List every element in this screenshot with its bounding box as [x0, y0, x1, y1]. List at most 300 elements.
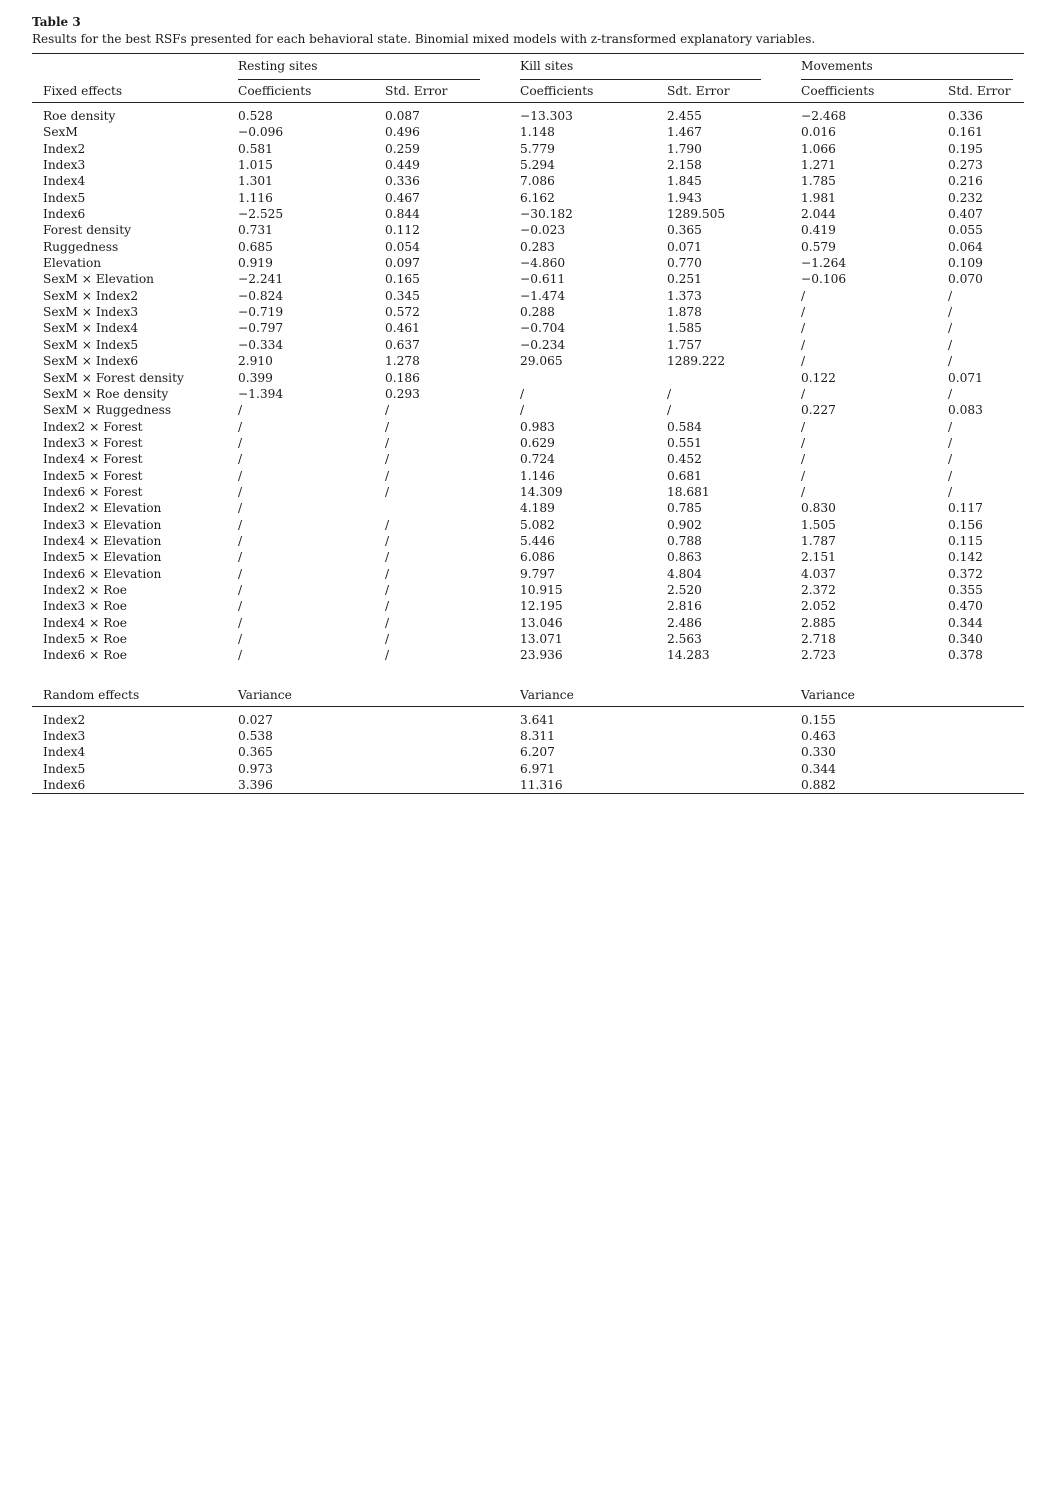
- table-cell: 0.251: [667, 272, 702, 287]
- table-cell: −0.234: [520, 337, 566, 352]
- column-header: Variance: [520, 684, 801, 707]
- table-cell: 6.207: [520, 745, 555, 760]
- table-caption-label: Table 3: [32, 15, 81, 29]
- table-cell: 0.117: [948, 501, 983, 516]
- table-cell: /: [385, 517, 390, 532]
- table-cell: 0.083: [948, 403, 983, 418]
- table-cell: 1.757: [667, 337, 702, 352]
- table-cell: 2.158: [667, 158, 702, 173]
- row-label: Elevation: [43, 256, 102, 271]
- table-cell: 0.973: [238, 761, 273, 776]
- table-cell: −0.611: [520, 272, 566, 287]
- table-cell: [385, 500, 520, 516]
- table-cell: 1.845: [667, 174, 702, 189]
- table-row: [32, 435, 1024, 451]
- table-cell: 1.467: [667, 125, 702, 140]
- table-cell: /: [801, 305, 806, 320]
- table-cell: /: [385, 566, 390, 581]
- table-cell: /: [948, 484, 953, 499]
- table-page: [32, 14, 1024, 794]
- table-cell: /: [238, 615, 243, 630]
- table-cell: /: [238, 550, 243, 565]
- table-cell: 0.344: [801, 761, 836, 776]
- table-cell: /: [238, 582, 243, 597]
- table-cell: 0.372: [948, 566, 983, 581]
- table-cell: 0.378: [948, 648, 983, 663]
- table-cell: 0.788: [667, 533, 702, 548]
- row-label: SexM × Roe density: [43, 386, 169, 401]
- table-cell: 0.122: [801, 370, 836, 385]
- table-row: [32, 744, 1024, 760]
- table-row: [32, 598, 1024, 614]
- table-cell: 2.486: [667, 615, 702, 630]
- table-cell: 1.585: [667, 321, 702, 336]
- table-cell: 0.345: [385, 288, 420, 303]
- table-cell: /: [948, 419, 953, 434]
- row-label: Index5 × Forest: [43, 468, 143, 483]
- table-row: [32, 761, 1024, 777]
- row-label: Index6: [43, 207, 86, 222]
- table-cell: 1.790: [667, 141, 702, 156]
- row-label: Index6: [32, 777, 238, 794]
- table-cell: 1.301: [238, 174, 273, 189]
- table-row: [32, 173, 1024, 189]
- table-cell: 0.419: [801, 223, 836, 238]
- table-row: [32, 419, 1024, 435]
- table-cell: 1.015: [238, 158, 273, 173]
- group-kill-sites: Kill sites: [520, 54, 761, 80]
- table-cell: 1.146: [520, 468, 555, 483]
- table-cell: 0.407: [948, 207, 983, 222]
- table-cell: −0.704: [520, 321, 566, 336]
- table-row: [32, 484, 1024, 500]
- table-cell: 0.637: [385, 337, 420, 352]
- table-row: [32, 386, 1024, 402]
- table-cell: 2.563: [667, 632, 702, 646]
- table-cell: /: [385, 550, 390, 565]
- table-cell: −1.474: [520, 288, 566, 303]
- row-label: SexM × Elevation: [43, 272, 155, 287]
- group-header-row: [32, 54, 1024, 81]
- table-cell: 2.910: [238, 354, 273, 369]
- table-cell: 0.155: [801, 712, 836, 727]
- row-label: Index2 × Roe: [43, 582, 127, 597]
- row-label: Index2: [43, 141, 86, 156]
- table-cell: 2.520: [667, 582, 702, 597]
- table-cell: −0.797: [238, 321, 284, 336]
- table-cell: /: [238, 501, 243, 516]
- table-cell: 0.681: [667, 468, 702, 483]
- row-label: Index4 × Forest: [43, 452, 143, 467]
- table-cell: 0.344: [948, 615, 983, 630]
- table-cell: 0.087: [385, 109, 420, 123]
- table-cell: 0.724: [520, 452, 555, 467]
- table-cell: 1.066: [801, 141, 836, 156]
- fixed-effects-header-row: [32, 80, 1024, 103]
- table-cell: −0.824: [238, 288, 284, 303]
- table-cell: 0.054: [385, 239, 420, 254]
- table-cell: 0.467: [385, 190, 420, 205]
- row-label: SexM × Index6: [43, 354, 139, 369]
- table-cell: 1.278: [385, 354, 420, 369]
- table-cell: 6.971: [520, 761, 555, 776]
- table-row: [32, 402, 1024, 418]
- table-cell: 0.629: [520, 435, 555, 450]
- table-cell: 0.216: [948, 174, 983, 189]
- table-cell: 1.981: [801, 190, 836, 205]
- table-cell: /: [238, 533, 243, 548]
- column-header: Sdt. Error: [667, 80, 801, 103]
- row-label: Roe density: [43, 109, 116, 123]
- table-cell: 0.055: [948, 223, 983, 238]
- table-row: [32, 500, 1024, 516]
- table-cell: −0.719: [238, 305, 284, 320]
- table-cell: −0.106: [801, 272, 847, 287]
- table-cell: 0.293: [385, 386, 420, 401]
- table-cell: /: [385, 484, 390, 499]
- table-cell: 0.283: [520, 239, 555, 254]
- table-row: [32, 271, 1024, 287]
- table-cell: 0.161: [948, 125, 983, 140]
- table-cell: 0.071: [948, 370, 983, 385]
- table-row: [32, 353, 1024, 369]
- table-cell: /: [385, 435, 390, 450]
- random-effects-header-row: [32, 684, 1024, 707]
- table-cell: 3.641: [520, 712, 555, 727]
- table-cell: 0.195: [948, 141, 983, 156]
- table-cell: 2.723: [801, 648, 836, 663]
- row-label: SexM × Index5: [43, 337, 139, 352]
- table-cell: 0.288: [520, 305, 555, 320]
- table-cell: /: [801, 337, 806, 352]
- table-cell: /: [520, 386, 525, 401]
- table-cell: 12.195: [520, 599, 563, 614]
- table-cell: 0.844: [385, 207, 420, 222]
- table-cell: /: [948, 435, 953, 450]
- row-label: SexM: [43, 125, 78, 140]
- table-cell: 0.336: [385, 174, 420, 189]
- table-cell: 0.770: [667, 256, 702, 271]
- table-cell: /: [238, 435, 243, 450]
- row-label: Index6 × Elevation: [43, 566, 162, 581]
- table-row: [32, 108, 1024, 124]
- row-label: Index4: [43, 174, 86, 189]
- table-cell: /: [385, 582, 390, 597]
- table-cell: 14.309: [520, 484, 563, 499]
- table-row: [32, 190, 1024, 206]
- table-row: [32, 157, 1024, 173]
- table-row: [32, 631, 1024, 647]
- table-cell: 0.330: [801, 745, 836, 760]
- table-cell: /: [385, 419, 390, 434]
- table-cell: [667, 370, 801, 386]
- table-cell: /: [801, 468, 806, 483]
- table-cell: 2.044: [801, 207, 836, 222]
- column-header: Fixed effects: [32, 80, 238, 103]
- table-cell: /: [801, 288, 806, 303]
- column-header: Std. Error: [948, 80, 1024, 103]
- table-cell: [520, 370, 667, 386]
- table-row: [32, 468, 1024, 484]
- row-label: Index6 × Roe: [43, 648, 127, 663]
- table-cell: /: [238, 403, 243, 418]
- table-cell: 1289.505: [667, 207, 726, 222]
- row-label: Index3 × Forest: [43, 435, 143, 450]
- table-cell: 0.186: [385, 370, 420, 385]
- table-cell: −0.023: [520, 223, 566, 238]
- column-header: Random effects: [32, 684, 238, 707]
- table-cell: 2.052: [801, 599, 836, 614]
- table-cell: 2.151: [801, 550, 836, 565]
- table-row: [32, 566, 1024, 582]
- table-cell: 0.109: [948, 256, 983, 271]
- table-cell: 0.336: [948, 109, 983, 123]
- table-cell: /: [385, 452, 390, 467]
- table-cell: 0.365: [238, 745, 273, 760]
- table-cell: 0.983: [520, 419, 555, 434]
- column-header: Coefficients: [520, 80, 667, 103]
- table-cell: 0.902: [667, 517, 702, 532]
- table-cell: /: [385, 468, 390, 483]
- table-cell: 0.365: [667, 223, 702, 238]
- table-row: [32, 320, 1024, 336]
- row-label: Index5: [43, 761, 86, 776]
- table-cell: 0.463: [801, 729, 836, 744]
- table-cell: 0.461: [385, 321, 420, 336]
- table-cell: 0.452: [667, 452, 702, 467]
- table-cell: /: [948, 386, 953, 401]
- table-row: [32, 255, 1024, 271]
- table-cell: /: [238, 599, 243, 614]
- table-cell: 13.071: [520, 632, 563, 646]
- table-cell: 0.572: [385, 305, 420, 320]
- row-label: Ruggedness: [43, 239, 119, 254]
- row-label: Index2 × Forest: [43, 419, 143, 434]
- table-cell: 0.259: [385, 141, 420, 156]
- row-label: Index6 × Forest: [43, 484, 143, 499]
- table-cell: /: [238, 632, 243, 646]
- row-label: SexM × Forest density: [43, 370, 184, 385]
- row-label: Index3 × Roe: [43, 599, 127, 614]
- table-cell: 6.162: [520, 190, 555, 205]
- table-cell: 0.399: [238, 370, 273, 385]
- table-cell: 4.804: [667, 566, 702, 581]
- row-label: Index4: [43, 745, 86, 760]
- table-row: [32, 370, 1024, 386]
- table-cell: 2.372: [801, 582, 836, 597]
- table-cell: 0.142: [948, 550, 983, 565]
- table-cell: 0.016: [801, 125, 836, 140]
- table-cell: −2.468: [801, 109, 847, 123]
- row-label: Index4 × Elevation: [43, 533, 162, 548]
- table-cell: −2.241: [238, 272, 284, 287]
- table-cell: 0.156: [948, 517, 983, 532]
- column-header: Std. Error: [385, 80, 520, 103]
- table-cell: /: [948, 321, 953, 336]
- table-cell: −1.394: [238, 386, 284, 401]
- table-cell: 13.046: [520, 615, 563, 630]
- table-cell: 10.915: [520, 582, 563, 597]
- column-header: Variance: [238, 684, 520, 707]
- table-row: [32, 124, 1024, 140]
- table-cell: /: [948, 452, 953, 467]
- row-label: Index3 × Elevation: [43, 517, 162, 532]
- table-row: [32, 304, 1024, 320]
- table-cell: 0.112: [385, 223, 420, 238]
- table-row: [32, 777, 1024, 794]
- group-movements: Movements: [801, 54, 1013, 80]
- table-cell: 0.070: [948, 272, 983, 287]
- table-cell: /: [238, 468, 243, 483]
- table-cell: 0.340: [948, 632, 983, 646]
- table-cell: /: [801, 419, 806, 434]
- random-effects-body: [32, 684, 1024, 794]
- table-cell: 1.271: [801, 158, 836, 173]
- table-cell: /: [667, 403, 672, 418]
- table-cell: /: [238, 517, 243, 532]
- row-label: Index4 × Roe: [43, 615, 127, 630]
- table-cell: 0.863: [667, 550, 702, 565]
- table-cell: 1.505: [801, 517, 836, 532]
- table-cell: 2.455: [667, 109, 702, 123]
- table-caption-text: Results for the best RSFs presented for each behavioral state. Binomial mixed models with z-transformed explanatory variables.: [32, 32, 816, 46]
- table-row: [32, 647, 1024, 663]
- table-cell: 0.581: [238, 141, 273, 156]
- table-cell: 0.027: [238, 712, 273, 727]
- table-cell: 0.470: [948, 599, 983, 614]
- table-cell: 18.681: [667, 484, 710, 499]
- fixed-effects-body: [32, 103, 1024, 684]
- group-resting-sites: Resting sites: [238, 54, 480, 80]
- table-cell: 0.830: [801, 501, 836, 516]
- table-cell: −0.334: [238, 337, 284, 352]
- table-cell: 9.797: [520, 566, 555, 581]
- row-label: Forest density: [43, 223, 131, 238]
- table-cell: /: [520, 403, 525, 418]
- row-label: Index5 × Roe: [43, 632, 127, 646]
- table-cell: 11.316: [520, 777, 801, 794]
- table-row: [32, 712, 1024, 728]
- table-cell: /: [948, 354, 953, 369]
- table-row: [32, 222, 1024, 238]
- table-cell: /: [238, 566, 243, 581]
- table-row: [32, 582, 1024, 598]
- table-cell: 0.538: [238, 729, 273, 744]
- table-cell: 2.718: [801, 632, 836, 646]
- table-row: [32, 239, 1024, 255]
- table-cell: 5.082: [520, 517, 555, 532]
- table-cell: /: [801, 452, 806, 467]
- table-cell: /: [238, 484, 243, 499]
- row-label: Index3: [43, 158, 86, 173]
- table-cell: 4.037: [801, 566, 836, 581]
- table-cell: /: [948, 288, 953, 303]
- table-cell: 23.936: [520, 648, 563, 663]
- table-cell: 0.731: [238, 223, 273, 238]
- table-cell: 0.496: [385, 125, 420, 140]
- table-cell: 0.227: [801, 403, 836, 418]
- table-cell: −2.525: [238, 207, 284, 222]
- table-row: [32, 288, 1024, 304]
- table-cell: 7.086: [520, 174, 555, 189]
- row-label: Index5: [43, 190, 86, 205]
- table-cell: 0.785: [667, 501, 702, 516]
- row-label: SexM × Ruggedness: [43, 403, 172, 418]
- table-cell: 0.551: [667, 435, 702, 450]
- table-cell: /: [238, 419, 243, 434]
- table-cell: /: [801, 321, 806, 336]
- table-cell: 3.396: [238, 777, 520, 794]
- table-cell: /: [801, 354, 806, 369]
- table-cell: 1.787: [801, 533, 836, 548]
- table-cell: 1.878: [667, 305, 702, 320]
- table-cell: −4.860: [520, 256, 566, 271]
- table-row: [32, 206, 1024, 222]
- table-cell: 1289.222: [667, 354, 726, 369]
- table-cell: 0.528: [238, 109, 273, 123]
- table-cell: 1.373: [667, 288, 702, 303]
- table-cell: 1.148: [520, 125, 555, 140]
- table-cell: /: [238, 648, 243, 663]
- table-cell: /: [667, 386, 672, 401]
- table-cell: 0.919: [238, 256, 273, 271]
- table-row: [32, 451, 1024, 467]
- table-cell: 0.071: [667, 239, 702, 254]
- table-cell: 6.086: [520, 550, 555, 565]
- table-cell: 0.165: [385, 272, 420, 287]
- table-cell: 1.943: [667, 190, 702, 205]
- table-cell: −13.303: [520, 109, 573, 123]
- table-cell: 5.446: [520, 533, 555, 548]
- table-cell: 0.097: [385, 256, 420, 271]
- table-cell: 0.882: [801, 777, 1024, 794]
- column-header: Variance: [801, 684, 1024, 707]
- table-cell: 4.189: [520, 501, 555, 516]
- table-cell: 5.294: [520, 158, 555, 173]
- row-label: Index3: [43, 729, 86, 744]
- row-label: Index2 × Elevation: [43, 501, 162, 516]
- table-cell: /: [238, 452, 243, 467]
- table-cell: 0.584: [667, 419, 702, 434]
- table-row: [32, 615, 1024, 631]
- table-row: [32, 141, 1024, 157]
- table-row: [32, 533, 1024, 549]
- table-row: [32, 549, 1024, 565]
- table-cell: −1.264: [801, 256, 847, 271]
- table-row: [32, 728, 1024, 744]
- column-header: Coefficients: [801, 80, 948, 103]
- table-cell: −30.182: [520, 207, 573, 222]
- table-cell: /: [948, 305, 953, 320]
- column-header: Coefficients: [238, 80, 385, 103]
- table-row: [32, 517, 1024, 533]
- table-row: [32, 337, 1024, 353]
- table-cell: /: [385, 599, 390, 614]
- table-cell: 0.115: [948, 533, 983, 548]
- table-cell: /: [385, 615, 390, 630]
- table-cell: 2.885: [801, 615, 836, 630]
- table-cell: 0.355: [948, 582, 983, 597]
- table-cell: −0.096: [238, 125, 284, 140]
- table-cell: 2.816: [667, 599, 702, 614]
- row-label: Index2: [43, 712, 86, 727]
- table-cell: /: [801, 386, 806, 401]
- table-cell: 29.065: [520, 354, 563, 369]
- table-cell: /: [385, 632, 390, 646]
- table-cell: /: [385, 533, 390, 548]
- table-cell: /: [948, 337, 953, 352]
- table-cell: /: [801, 435, 806, 450]
